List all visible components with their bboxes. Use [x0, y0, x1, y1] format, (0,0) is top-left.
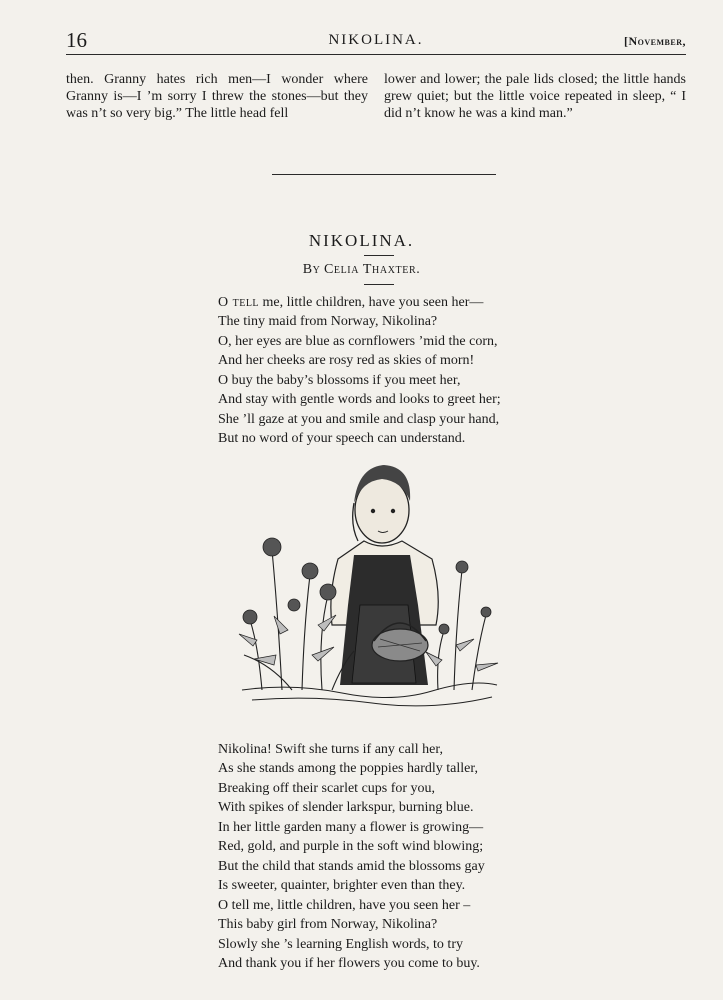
stanza-line: But no word of your speech can understand. — [218, 430, 466, 446]
stanza-4 — [218, 818, 485, 895]
stanza-1 — [218, 293, 498, 370]
author-name: Celia Thaxter. — [323, 262, 421, 277]
page-number: 16 — [66, 28, 87, 52]
page-header — [66, 28, 686, 55]
stanza-line: In her little garden many a flower is growing— — [218, 820, 484, 835]
stanza-line: And stay with gentle words and looks to greet her; — [218, 392, 501, 408]
stanza-line: Breaking off their scarlet cups for you, — [218, 780, 436, 796]
byline-rule — [364, 284, 394, 285]
stanza-line: With spikes of slender larkspur, burning blue. — [218, 799, 474, 815]
stanza-line: The tiny maid from Norway, Nikolina? — [218, 314, 438, 330]
running-month: [November, — [624, 34, 686, 48]
prev-story-right-column: lower and lower; the pale lids closed; the little hands grew quiet; but the little voice repeated in sleep, “ I did n’t know he was a kind man.” — [384, 72, 686, 121]
stanza-line-rest: me, little children, have you seen her— — [259, 295, 484, 310]
stanza-2 — [218, 371, 501, 448]
stanza-line: As she stands among the poppies hardly taller, — [218, 761, 478, 777]
stanza-line: O buy the baby’s blossoms if you meet her, — [218, 373, 461, 388]
stanza-line: And her cheeks are rosy red as skies of morn! — [218, 352, 475, 368]
stanza-line: This baby girl from Norway, Nikolina? — [218, 917, 438, 933]
stanza-line: Nikolina! Swift she turns if any call her, — [218, 742, 443, 757]
stanza-line: She ’ll gaze at you and smile and clasp your hand, — [218, 411, 500, 427]
stanza-line-opening: O tell — [218, 295, 260, 310]
stanza-line: O tell me, little children, have you seen her – — [218, 898, 471, 913]
title-rule — [364, 255, 394, 256]
stanza-5 — [218, 896, 480, 973]
running-title: NIKOLINA. — [328, 32, 424, 48]
poem-title: NIKOLINA. — [308, 231, 415, 250]
stanza-line: Is sweeter, quainter, brighter even than they. — [218, 877, 466, 893]
stanza-line: Slowly she ’s learning English words, to try — [218, 936, 463, 952]
engraving-girl-among-flowers — [232, 455, 502, 723]
prev-story-left-column: then. Granny hates rich men—I wonder where Granny is—I ’m sorry I threw the stones—but they was n’t so very big.” The little head fell — [66, 72, 368, 121]
stanza-line: And thank you if her flowers you come to buy. — [218, 955, 480, 971]
stanza-line — [218, 293, 498, 312]
stanza-3 — [218, 740, 478, 817]
poem-byline — [0, 262, 723, 278]
byline-prefix: By — [302, 262, 321, 277]
stanza-line: But the child that stands amid the blossoms gay — [218, 858, 485, 874]
section-divider — [272, 174, 496, 175]
stanza-line: Red, gold, and purple in the soft wind blowing; — [218, 839, 484, 855]
stanza-line: O, her eyes are blue as cornflowers ’mid the corn, — [218, 333, 498, 349]
